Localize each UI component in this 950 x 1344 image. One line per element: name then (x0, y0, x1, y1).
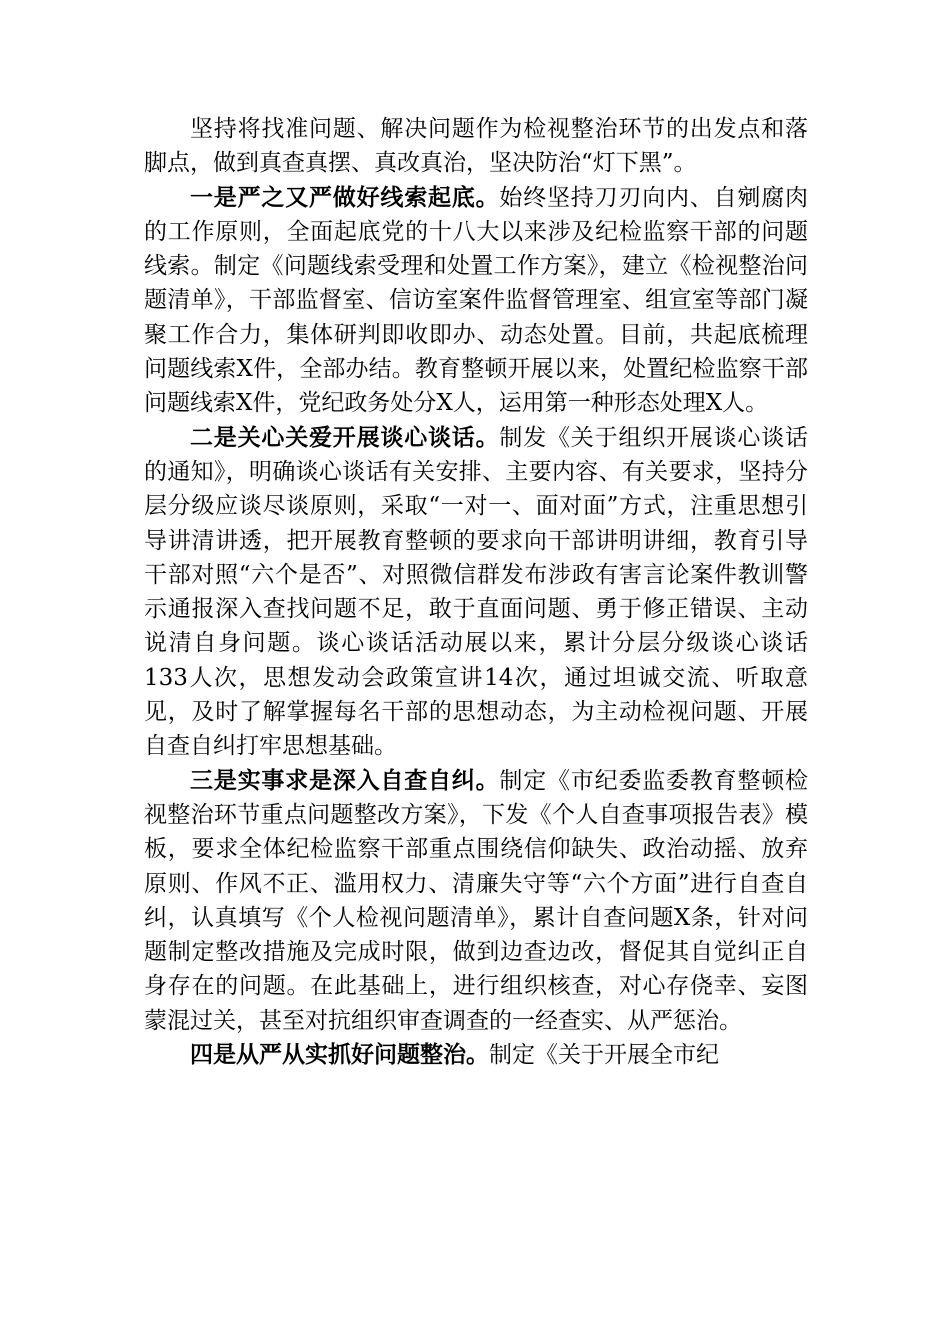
paragraph-lead: 三是实事求是深入自查自纠。 (190, 766, 500, 794)
paragraph-text: 始终坚持刀刃向内、自剜腐肉的工作原则，全面起底党的十八大以来涉及纪检监察干部的问题线索。制定《问题线索受理和处置工作方案》，建立《检视整治问题清单》，干部监督室、信访室案件监督管理室、组宣室等部门凝聚工作合力，集体研判即收即办、动态处置。目前，共起底梳理问题线索X件，全部办结。教育整顿开展以来，处置纪检监察干部问题线索X件，党纪政务处分X人，运用第一种形态处理X人。 (144, 184, 809, 417)
paragraph-text: 制定《关于开展全市纪 (489, 1042, 719, 1069)
paragraph-text: 制定《市纪委监委教育整顿检视整治环节重点问题整改方案》，下发《个人自查事项报告表》模板，要求全体纪检监察干部重点围绕信仰缺失、政治动摇、放弃原则、作风不正、滥用权力、清廉失守等“六个方面”进行自查自纠，认真填写《个人检视问题清单》，累计自查问题X条，针对问题制定整改措施及完成时限，做到边查边改，督促其自觉纠正自身存在的问题。在此基础上，进行组织核查，对心存侥幸、妄图蒙混过关，甚至对抗组织审查调查的一经查实、从严惩治。 (144, 767, 809, 1034)
paragraph-self-inspection (144, 764, 808, 1038)
paragraph-clue-review (144, 181, 808, 421)
paragraph-lead: 一是严之又严做好线索起底。 (190, 183, 500, 211)
paragraph-lead: 四是从严从实抓好问题整治。 (190, 1041, 489, 1069)
paragraph-heart-talks (144, 421, 808, 764)
intro-paragraph (144, 112, 808, 181)
paragraph-text: 制发《关于组织开展谈心谈话的通知》，明确谈心谈话有关安排、主要内容、有关要求，坚持分层分级应谈尽谈原则，采取“一对一、面对面”方式，注重思想引导讲清讲透，把开展教育整顿的要求向干部讲明讲细，教育引导干部对照“六个是否”、对照微信群发布涉政有害言论案件教训警示通报深入查找问题不足，敢于直面问题、勇于修正错误、主动说清自身问题。谈心谈话活动展以来，累计分层分级谈心谈话133人次，思想发动会政策宣讲14次，通过坦诚交流、听取意见，及时了解掌握每名干部的思想动态，为主动检视问题、开展自查自纠打牢思想基础。 (144, 424, 809, 760)
document-body (144, 112, 808, 1072)
paragraph-lead: 二是关心关爱开展谈心谈话。 (190, 423, 500, 451)
paragraph-rectification (144, 1038, 808, 1072)
paragraph-text: 坚持将找准问题、解决问题作为检视整治环节的出发点和落脚点，做到真查真摆、真改真治，坚决防治“灯下黑”。 (144, 116, 808, 177)
